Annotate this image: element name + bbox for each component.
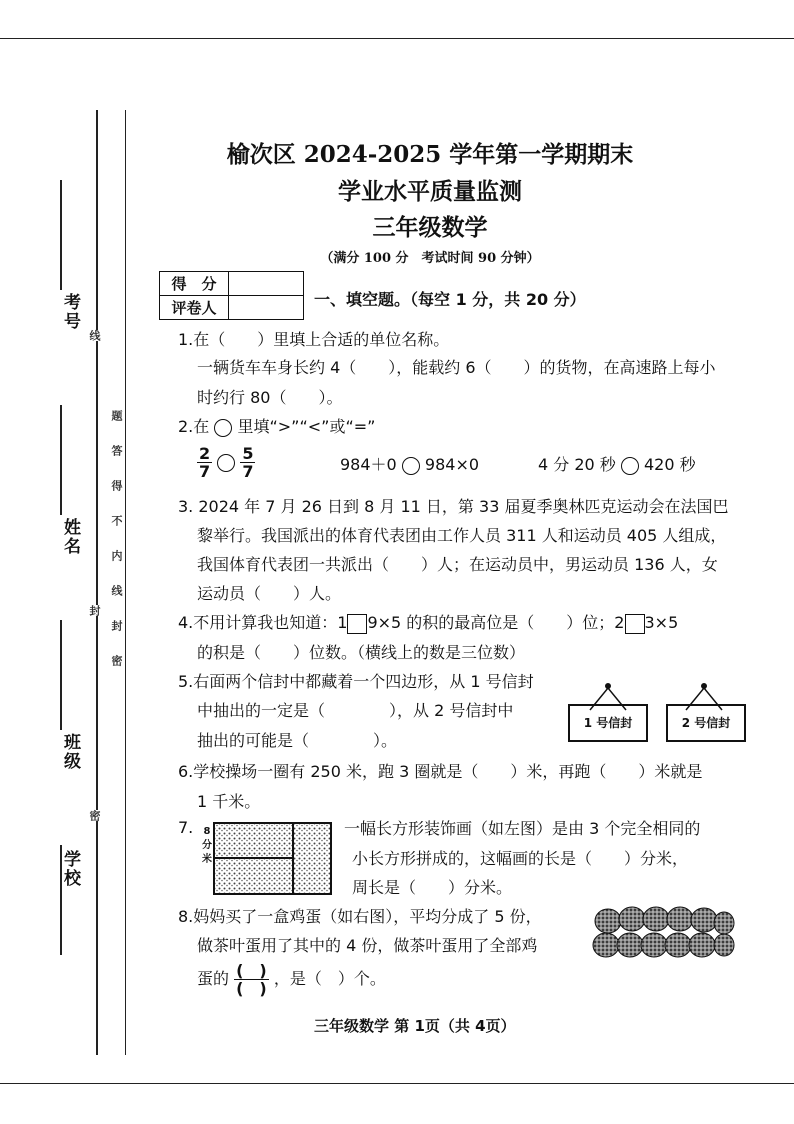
- q3-line-4: 运动员（ ）人。: [197, 584, 342, 603]
- kaohao-label: 考号: [60, 293, 80, 331]
- seal-feng: 封: [88, 605, 101, 616]
- subtitle: （满分 100 分 考试时间 90 分钟）: [320, 251, 540, 266]
- bottom-rule: [0, 1083, 794, 1084]
- q3-line-2: 黎举行。我国派出的体育代表团由工作人员 311 人和运动员 405 人组成，: [197, 526, 727, 545]
- q2-time-a: 4 分 20 秒: [538, 455, 616, 474]
- q6-line-2: 1 千米。: [197, 792, 261, 811]
- q8-prefix: 蛋的: [197, 969, 230, 988]
- q2-instruction: 里填“>”“<”或“=”: [237, 417, 376, 436]
- q2-compare-2: [340, 452, 479, 475]
- q7-line-2: 小长方形拼成的，这幅画的长是（ ）分米，: [352, 849, 689, 868]
- title-line-1: 榆次区 2024-2025 学年第一学期期末: [226, 141, 634, 168]
- q7-number: 7.: [178, 818, 194, 837]
- q2-compare-1: [197, 445, 255, 480]
- xuexiao-label: 学校: [60, 850, 80, 888]
- q4-part-c: 3×5: [644, 613, 679, 632]
- q7-line-1: 一幅长方形装饰画（如左图）是由 3 个完全相同的: [344, 819, 701, 838]
- q8-line-1: 8.妈妈买了一盒鸡蛋（如右图），平均分成了 5 份，: [178, 907, 542, 926]
- envelope-2: 2 号信封: [666, 704, 746, 742]
- egg-box-figure: [590, 905, 735, 963]
- q5-line-1: 5.右面两个信封中都藏着一个四边形，从 1 号信封: [178, 672, 534, 691]
- q4-line-1: [178, 610, 678, 634]
- q2-prefix: 2.在: [178, 417, 210, 436]
- seal-xian: 线: [88, 330, 101, 341]
- kaohao-underline: [60, 180, 62, 290]
- q5-line-2: 中抽出的一定是（ ），从 2 号信封中: [197, 701, 514, 720]
- fraction-a: $\frac{2}{7}$: [199, 444, 211, 481]
- score-label: 得 分: [160, 272, 229, 296]
- q1-line-2: 一辆货车车身长约 4（ ），能载约 6（ ）的货物，在高速路上每小: [197, 358, 716, 377]
- q4-part-b: 9×5 的积的最高位是（ ）位；2: [367, 613, 625, 632]
- envelope-1: 1 号信封: [568, 704, 648, 742]
- section-heading: 一、填空题。（每空 1 分，共 20 分）: [314, 290, 586, 309]
- fraction-b: $\frac{5}{7}$: [242, 444, 254, 481]
- compare-circle-2[interactable]: [402, 457, 420, 475]
- binding-line-inner: [125, 110, 126, 1055]
- title-line-3: 三年级数学: [372, 214, 488, 241]
- q3-line-3: 我国体育代表团一共派出（ ）人；在运动员中，男运动员 136 人，女: [197, 555, 718, 574]
- q1-line-3: 时约行 80（ ）。: [197, 388, 343, 407]
- q3-line-1: 3. 2024 年 7 月 26 日到 8 月 11 日，第 33 届夏季奥林匹克运动会在法国巴: [178, 497, 729, 516]
- compare-circle-3[interactable]: [621, 457, 639, 475]
- compare-circle-1[interactable]: [217, 454, 235, 472]
- q4-line-2: 的积是（ ）位数。（横线上的数是三位数）: [197, 643, 526, 662]
- digit-box-1[interactable]: [347, 614, 367, 634]
- q2-line-1: [178, 414, 375, 437]
- xingming-underline: [60, 405, 62, 515]
- q2-expr-a: 984＋0: [340, 455, 397, 474]
- q8-fraction-blank[interactable]: $\frac{( )}{( )}$: [236, 961, 267, 998]
- banji-label: 班级: [60, 733, 80, 771]
- q7-line-3: 周长是（ ）分米。: [352, 878, 513, 897]
- q8-line-3: [197, 962, 386, 997]
- seal-mi: 密: [88, 810, 101, 821]
- q2-compare-3: [538, 452, 696, 475]
- score-box: [159, 271, 304, 320]
- q8-suffix: ，是（ ）个。: [273, 969, 386, 988]
- binding-line: [96, 110, 98, 1055]
- q6-line-1: 6.学校操场一圈有 250 米，跑 3 圈就是（ ）米，再跑（ ）米就是: [178, 762, 703, 781]
- q8-line-2: 做茶叶蛋用了其中的 4 份，做茶叶蛋用了全部鸡: [197, 936, 538, 955]
- top-rule: [0, 38, 794, 39]
- q5-line-3: 抽出的可能是（ ）。: [197, 731, 398, 750]
- xingming-label: 姓名: [60, 518, 80, 556]
- q2-expr-b: 984×0: [424, 455, 480, 474]
- q7-dimension: 8分米: [202, 826, 212, 865]
- digit-box-2[interactable]: [625, 614, 645, 634]
- q4-part-a: 4.不用计算我也知道：1: [178, 613, 348, 632]
- page-footer: 三年级数学 第 1页（共 4页）: [314, 1017, 516, 1035]
- circle-blank-icon: [214, 419, 232, 437]
- banji-underline: [60, 620, 62, 730]
- title-line-2: 学业水平质量监测: [338, 178, 522, 205]
- score-cell[interactable]: [229, 272, 304, 296]
- seal-inner-text: 题答得不内线封密: [110, 410, 123, 690]
- q1-line-1: 1.在（ ）里填上合适的单位名称。: [178, 330, 450, 349]
- grader-label: 评卷人: [160, 296, 229, 320]
- grader-cell[interactable]: [229, 296, 304, 320]
- decorative-painting-figure: [213, 822, 333, 896]
- q2-time-b: 420 秒: [644, 455, 696, 474]
